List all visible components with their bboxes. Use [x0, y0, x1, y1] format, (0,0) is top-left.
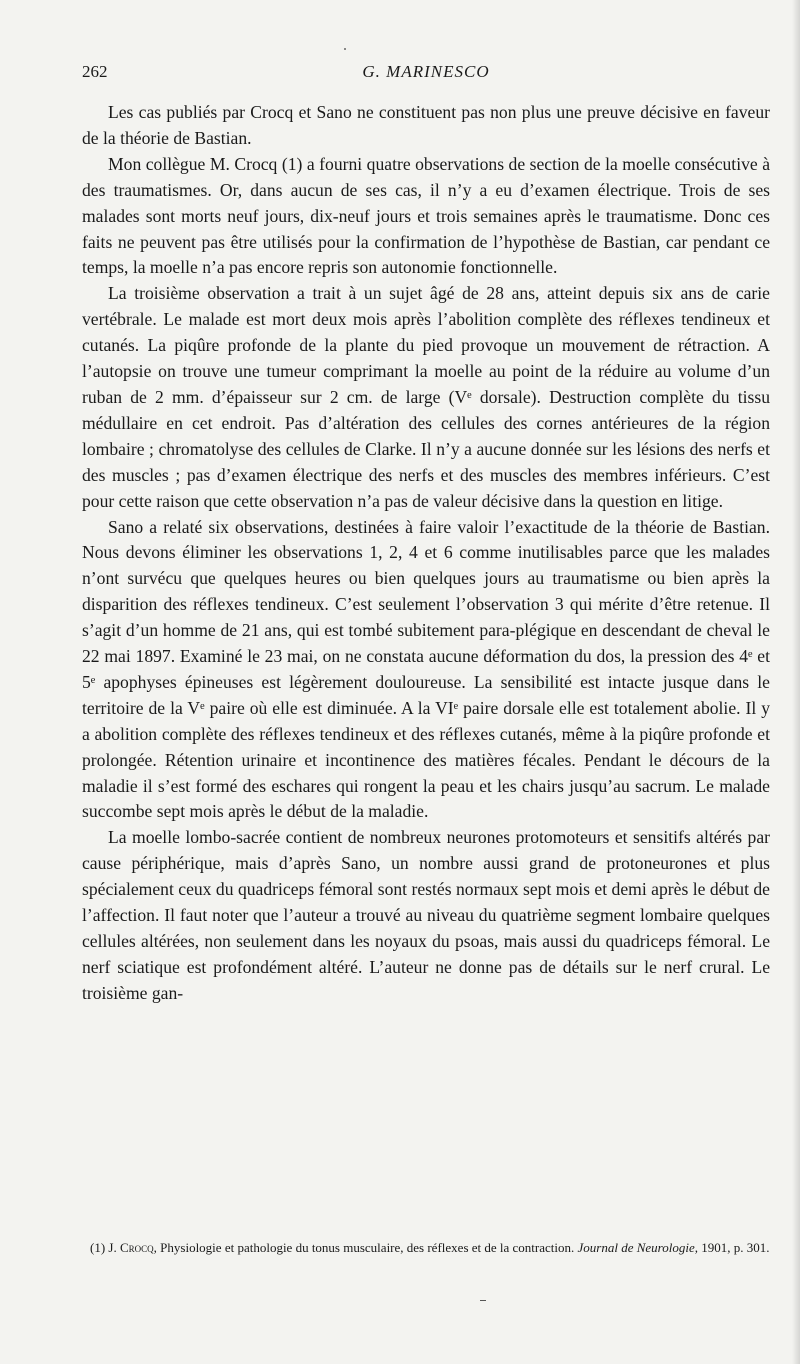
footnote-journal: Journal de Neurologie, [577, 1240, 698, 1255]
footnote-author: J. Crocq, [108, 1240, 157, 1255]
paragraph-1: Les cas publiés par Crocq et Sano ne constituent pas non plus une preuve décisive en faveur de la théorie de Bastian. [82, 102, 770, 148]
paragraph-5: La moelle lombo-sacrée contient de nombreux neurones protomoteurs et sensitifs altérés par cause périphérique, mais d’après Sano, un nombre aussi grand de protoneurones et plus spécialement ceux du quadriceps fémoral sont restés normaux sept mois et demi après le début de l’affection. Il faut noter que l’auteur a trouvé au niveau du quatrième segment lombaire quelques cellules altérées, non seulement dans les noyaux du psoas, mais aussi du quadriceps fémoral. Le nerf sciatique est profondément altéré. L’auteur ne donne pas de détails sur le nerf crural. Le troisième gan- [82, 827, 770, 1003]
paragraph-2: Mon collègue M. Crocq (1) a fourni quatre observations de section de la moelle consécutive à des traumatismes. Or, dans aucun de ses cas, il n’y a eu d’examen électrique. Trois de ses malades sont morts neuf jours, dix-neuf jours et trois semaines après le traumatisme. Donc ces faits ne peuvent pas être utilisés pour la confirmation de l’hypothèse de Bastian, car pendant ce temps, la moelle n’a pas encore repris son autonomie fonctionnelle. [82, 153, 770, 278]
page-header [82, 62, 770, 86]
book-page [82, 0, 770, 1364]
paragraph-4: Sano a relaté six observations, destinées à faire valoir l’exactitude de la théorie de Bastian. Nous devons éliminer les observations 1, 2, 4 et 6 comme inutilisables parce que les malades n’ont survécu que quelques heures ou bien quelques jours au traumatisme ou bien après la disparition des réflexes tendineux. C’est seulement l’observation 3 qui mérite d’être retenue. Il s’agit d’un homme de 21 ans, qui est tombé subitement para-plégique en descendant de cheval le 22 mai 1897. Examiné le 23 mai, on ne constata aucune déformation du dos, la pression des 4ᵉ et 5ᵉ apophyses épineuses est légèrement douloureuse. La sensibilité est intacte jusque dans le territoire de la Vᵉ paire où elle est diminuée. A la VIᵉ paire dorsale elle est totalement abolie. Il y a abolition complète des réflexes tendineux et des réflexes cutanés, même à la piqûre profonde et prolongée. Rétention urinaire et incontinence des matières fécales. Pendant le décours de la maladie il s’est formé des eschares qui rongent la peau et les chairs jusqu’au sacrum. Le malade succombe sept mois après le début de la maladie. [82, 516, 770, 822]
footnote-marker: (1) [90, 1240, 106, 1255]
page-edge-shadow [792, 0, 800, 1364]
footnote [82, 1238, 770, 1257]
paragraph-3: La troisième observation a trait à un sujet âgé de 28 ans, atteint depuis six ans de carie vertébrale. Le malade est mort deux mois après l’abolition complète des réflexes tendineux et cutanés. La piqûre profonde de la plante du pied provoque un mouvement de rétraction. A l’autopsie on trouve une tumeur comprimant la moelle au point de la réduire au volume d’un ruban de 2 mm. d’épaisseur sur 2 cm. de large (Vᵉ dorsale). Destruction complète du tissu médullaire en cet endroit. Pas d’altération des cellules des cornes antérieures de la région lombaire ; chromatolyse des cellules de Clarke. Il n’y a aucune donnée sur les lésions des nerfs et des muscles ; pas d’examen électrique des nerfs et des muscles des membres inférieurs. C’est pour cette raison que cette observation n’a pas de valeur décisive dans la question en litige. [82, 283, 770, 511]
body-text [82, 100, 770, 1007]
footnote-details: 1901, p. 301. [701, 1240, 770, 1255]
page-number: 262 [82, 62, 108, 81]
footnote-title: Physiologie et pathologie du tonus musculaire, des réflexes et de la contraction. [160, 1240, 575, 1255]
running-head: G. MARINESCO [362, 62, 490, 81]
page-dash-mark [480, 1300, 486, 1301]
ink-speck [344, 48, 346, 50]
